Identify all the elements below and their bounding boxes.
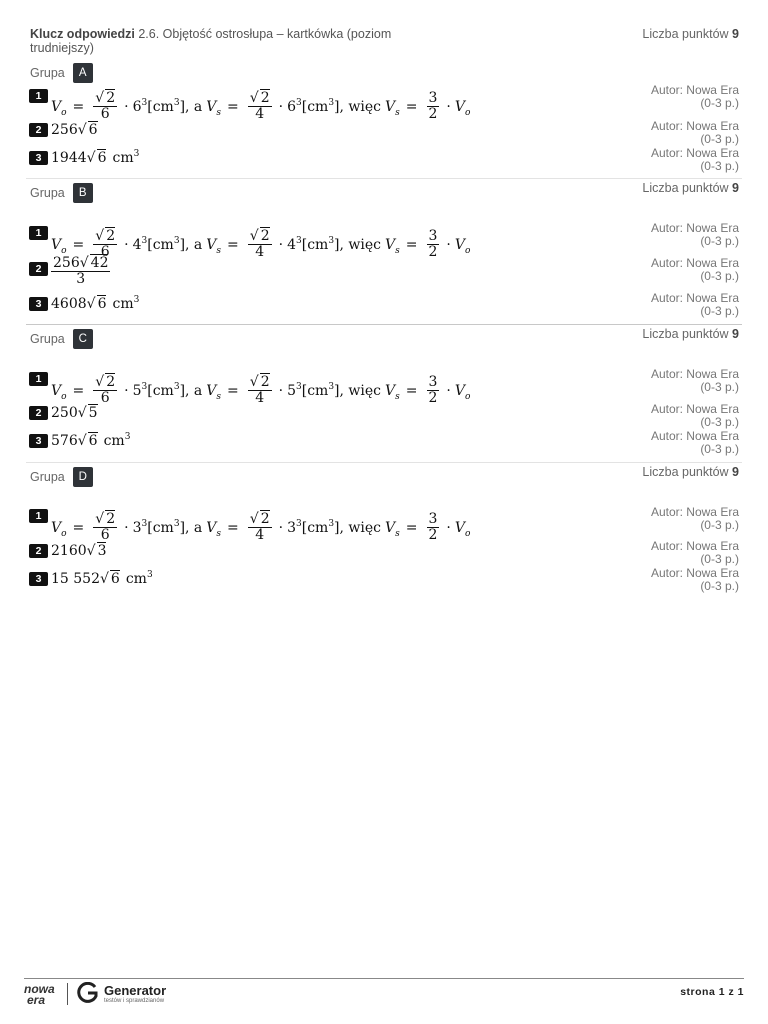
answer-expression xyxy=(51,121,98,138)
conjunction: , a xyxy=(185,519,203,536)
radicand: 5 xyxy=(88,405,98,421)
fraction xyxy=(93,512,117,543)
unit: $cm^3$ xyxy=(112,294,140,312)
answer-author: Autor: Nowa Era (0-3 p.) xyxy=(650,429,739,456)
radicand: 2 xyxy=(260,511,270,527)
total-points: Liczba punktów 9 xyxy=(642,27,739,41)
group-label-a: Grupa A xyxy=(30,63,93,83)
footer-divider xyxy=(24,978,744,979)
radicand: 2 xyxy=(106,511,116,527)
answer-number-badge: 3 xyxy=(29,151,48,165)
fraction xyxy=(93,91,117,122)
answer-number-badge: 1 xyxy=(29,509,48,523)
equals-sign: = xyxy=(227,519,239,536)
volume-symbol: $V_s$ xyxy=(206,382,222,402)
radicand: 6 xyxy=(97,296,107,312)
sqrt-sign: √ xyxy=(77,432,87,449)
answer-author: Autor: Nowa Era (0-3 p.) xyxy=(650,505,739,532)
conjunction: , a xyxy=(185,236,203,253)
coefficient: 15 552 xyxy=(51,570,100,587)
conjunction: , więc xyxy=(339,236,382,253)
conjunction: , a xyxy=(185,382,203,399)
fraction-numerator: 3 xyxy=(428,90,438,106)
generator-title: Generator xyxy=(104,983,167,998)
radicand: 2 xyxy=(106,374,116,390)
score-range: (0-3 p.) xyxy=(700,578,739,593)
fraction xyxy=(427,91,440,122)
dot-operator: · xyxy=(124,382,129,399)
volume-symbol: $V_o$ xyxy=(51,519,67,539)
fraction xyxy=(248,512,272,543)
answer-author: Autor: Nowa Era (0-3 p.) xyxy=(650,119,739,146)
score-range: (0-3 p.) xyxy=(700,303,739,318)
fraction-numerator xyxy=(248,229,272,245)
answer-author: Autor: Nowa Era (0-3 p.) xyxy=(650,83,739,110)
fraction-denominator: 6 xyxy=(100,390,110,406)
score-range: (0-3 p.) xyxy=(700,551,739,566)
coefficient: 4608 xyxy=(51,295,87,312)
fraction-numerator xyxy=(93,91,117,107)
answer-expression xyxy=(51,432,130,449)
unit: $[cm^3]$ xyxy=(147,518,186,536)
power: $6^3$ xyxy=(132,97,148,115)
group-separator xyxy=(26,324,742,325)
volume-symbol: $V_o$ xyxy=(454,236,471,256)
fraction-denominator: 3 xyxy=(76,271,86,287)
dot-operator: · xyxy=(124,98,129,115)
power: $4^3$ xyxy=(287,235,302,253)
group-badge: C xyxy=(73,329,93,349)
radicand: 6 xyxy=(88,433,98,449)
volume-symbol: $V_o$ xyxy=(51,236,67,256)
coefficient: 250 xyxy=(51,404,78,421)
fraction-denominator: 4 xyxy=(255,106,265,122)
answer-number-badge: 1 xyxy=(29,89,48,103)
unit: $[cm^3]$ xyxy=(301,518,340,536)
fraction-numerator xyxy=(93,375,117,391)
sqrt-sign: √ xyxy=(79,255,89,271)
conjunction: , więc xyxy=(339,98,382,115)
unit: $cm^3$ xyxy=(125,569,153,587)
fraction-denominator: 2 xyxy=(428,106,438,122)
dot-operator: · xyxy=(278,98,284,115)
fraction-numerator xyxy=(248,512,272,528)
score-range: (0-3 p.) xyxy=(700,95,739,110)
group-badge: A xyxy=(73,63,93,83)
answer-author: Autor: Nowa Era (0-3 p.) xyxy=(650,566,739,593)
answer-expression xyxy=(51,542,106,559)
dot-operator: · xyxy=(446,519,451,536)
fraction-numerator xyxy=(93,229,117,245)
answer-author: Autor: Nowa Era (0-3 p.) xyxy=(650,146,739,173)
sqrt-sign: √ xyxy=(95,511,105,527)
nowa-era-logo: nowa era xyxy=(24,982,55,1007)
score-range: (0-3 p.) xyxy=(700,441,739,456)
answer-number-badge: 3 xyxy=(29,434,48,448)
radicand: 6 xyxy=(110,571,120,587)
sqrt-sign: √ xyxy=(77,121,87,138)
power: $4^3$ xyxy=(132,235,148,253)
score-range: (0-3 p.) xyxy=(700,268,739,283)
fraction-denominator: 6 xyxy=(100,527,110,543)
sqrt-sign: √ xyxy=(249,228,259,244)
answer-author: Autor: Nowa Era (0-3 p.) xyxy=(650,539,739,566)
dot-operator: · xyxy=(124,236,129,253)
answer-author: Autor: Nowa Era (0-3 p.) xyxy=(650,256,739,283)
radicand: 3 xyxy=(97,543,107,559)
coefficient: 256 xyxy=(53,255,80,271)
score-range: (0-3 p.) xyxy=(700,233,739,248)
answer-expression xyxy=(51,404,98,421)
sqrt-sign: √ xyxy=(86,149,96,166)
formula-volume-relation xyxy=(51,375,470,406)
group-points: Liczba punktów 9 xyxy=(642,465,739,479)
coefficient: 576 xyxy=(51,432,78,449)
unit: $cm^3$ xyxy=(112,148,140,166)
answer-number-badge: 1 xyxy=(29,372,48,386)
fraction xyxy=(248,91,272,122)
volume-symbol: $V_s$ xyxy=(385,98,400,118)
dot-operator: · xyxy=(278,236,284,253)
radicand: 2 xyxy=(260,228,270,244)
equals-sign: = xyxy=(72,382,85,399)
score-range: (0-3 p.) xyxy=(700,517,739,532)
document-header xyxy=(30,27,739,55)
volume-symbol: $V_o$ xyxy=(454,98,471,118)
score-range: (0-3 p.) xyxy=(700,379,739,394)
fraction-denominator: 4 xyxy=(255,390,265,406)
page-number: strona 1 z 1 xyxy=(680,986,744,998)
unit: $cm^3$ xyxy=(103,431,131,449)
equals-sign: = xyxy=(227,236,239,253)
coefficient: 1944 xyxy=(51,149,87,166)
answer-number-badge: 3 xyxy=(29,297,48,311)
conjunction: , więc xyxy=(339,382,382,399)
answer-expression xyxy=(51,295,139,312)
equals-sign: = xyxy=(405,382,418,399)
fraction-denominator: 2 xyxy=(428,527,438,543)
fraction-numerator: 3 xyxy=(428,374,438,390)
answer-author: Autor: Nowa Era (0-3 p.) xyxy=(650,402,739,429)
answer-number-badge: 1 xyxy=(29,226,48,240)
answer-number-badge: 2 xyxy=(29,262,48,276)
fraction xyxy=(427,375,440,406)
fraction-denominator: 2 xyxy=(428,390,438,406)
answer-author: Autor: Nowa Era (0-3 p.) xyxy=(650,291,739,318)
fraction xyxy=(427,229,440,260)
unit: $[cm^3]$ xyxy=(147,97,186,115)
sqrt-sign: √ xyxy=(86,542,96,559)
fraction xyxy=(248,375,272,406)
fraction-numerator: 3 xyxy=(428,511,438,527)
radicand: 6 xyxy=(97,150,107,166)
score-range: (0-3 p.) xyxy=(700,131,739,146)
formula-volume-relation xyxy=(51,91,470,122)
volume-symbol: $V_s$ xyxy=(206,519,222,539)
equals-sign: = xyxy=(227,98,239,115)
volume-symbol: $V_s$ xyxy=(385,236,400,256)
dot-operator: · xyxy=(446,236,451,253)
group-separator xyxy=(26,462,742,463)
sqrt-sign: √ xyxy=(95,90,105,106)
dot-operator: · xyxy=(124,519,129,536)
volume-symbol: $V_s$ xyxy=(206,98,222,118)
formula-volume-relation xyxy=(51,512,470,543)
sqrt-sign: √ xyxy=(95,374,105,390)
unit: $[cm^3]$ xyxy=(301,97,340,115)
fraction-denominator: 2 xyxy=(428,244,438,260)
group-points: Liczba punktów 9 xyxy=(642,327,739,341)
power: $6^3$ xyxy=(287,97,302,115)
answer-number-badge: 2 xyxy=(29,406,48,420)
volume-symbol: $V_s$ xyxy=(385,382,400,402)
equals-sign: = xyxy=(72,98,85,115)
equals-sign: = xyxy=(72,236,85,253)
radicand: 42 xyxy=(90,255,109,271)
equals-sign: = xyxy=(72,519,85,536)
fraction-numerator xyxy=(51,256,110,272)
conjunction: , a xyxy=(185,98,203,115)
volume-symbol: $V_o$ xyxy=(51,98,67,118)
fraction-numerator xyxy=(248,91,272,107)
group-badge: B xyxy=(73,183,93,203)
generator-subtitle: testów i sprawdzianów xyxy=(104,998,165,1004)
group-label-c: Grupa C xyxy=(30,329,93,349)
document-title: Klucz odpowiedzi 2.6. Objętość ostrosłupa – kartkówka (poziom trudniejszy) xyxy=(30,27,392,55)
sqrt-sign: √ xyxy=(77,404,87,421)
fraction-denominator: 6 xyxy=(100,106,110,122)
dot-operator: · xyxy=(446,382,451,399)
equals-sign: = xyxy=(227,382,239,399)
radicand: 2 xyxy=(106,228,116,244)
group-badge: D xyxy=(73,467,93,487)
formula-volume-relation xyxy=(51,229,470,260)
unit: $[cm^3]$ xyxy=(301,235,340,253)
fraction-denominator: 4 xyxy=(255,527,265,543)
fraction-numerator xyxy=(248,375,272,391)
fraction-numerator: 3 xyxy=(428,228,438,244)
fraction xyxy=(427,512,440,543)
group-label-b: Grupa B xyxy=(30,183,93,203)
fraction xyxy=(93,375,117,406)
group-label-d: Grupa D xyxy=(30,467,93,487)
logo-divider xyxy=(67,983,68,1005)
unit: $[cm^3]$ xyxy=(301,381,340,399)
sqrt-sign: √ xyxy=(249,374,259,390)
radicand: 2 xyxy=(260,374,270,390)
answer-expression xyxy=(51,256,110,287)
power: $5^3$ xyxy=(287,381,302,399)
answer-number-badge: 2 xyxy=(29,544,48,558)
answer-expression xyxy=(51,149,139,166)
conjunction: , więc xyxy=(339,519,382,536)
dot-operator: · xyxy=(446,98,451,115)
equals-sign: = xyxy=(405,98,418,115)
score-range: (0-3 p.) xyxy=(700,158,739,173)
radicand: 6 xyxy=(88,122,98,138)
dot-operator: · xyxy=(278,519,284,536)
power: $5^3$ xyxy=(132,381,148,399)
dot-operator: · xyxy=(278,382,284,399)
answer-expression xyxy=(51,570,153,587)
group-separator xyxy=(26,178,742,179)
equals-sign: = xyxy=(405,236,418,253)
volume-symbol: $V_o$ xyxy=(454,382,471,402)
coefficient: 256 xyxy=(51,121,78,138)
volume-symbol: $V_s$ xyxy=(206,236,222,256)
volume-symbol: $V_o$ xyxy=(454,519,471,539)
radicand: 2 xyxy=(260,90,270,106)
unit: $[cm^3]$ xyxy=(147,381,186,399)
score-range: (0-3 p.) xyxy=(700,414,739,429)
equals-sign: = xyxy=(405,519,418,536)
power: $3^3$ xyxy=(132,518,148,536)
answer-author: Autor: Nowa Era (0-3 p.) xyxy=(650,221,739,248)
unit: $[cm^3]$ xyxy=(147,235,186,253)
fraction xyxy=(51,256,110,287)
coefficient: 2160 xyxy=(51,542,87,559)
answer-number-badge: 3 xyxy=(29,572,48,586)
volume-symbol: $V_o$ xyxy=(51,382,67,402)
generator-logo-icon xyxy=(77,982,99,1004)
sqrt-sign: √ xyxy=(249,90,259,106)
sqrt-sign: √ xyxy=(249,511,259,527)
group-points: Liczba punktów 9 xyxy=(642,181,739,195)
answer-author: Autor: Nowa Era (0-3 p.) xyxy=(650,367,739,394)
sqrt-sign: √ xyxy=(100,570,109,587)
volume-symbol: $V_s$ xyxy=(385,519,400,539)
sqrt-sign: √ xyxy=(95,228,105,244)
power: $3^3$ xyxy=(287,518,302,536)
fraction-denominator: 6 xyxy=(100,244,110,260)
answer-number-badge: 2 xyxy=(29,123,48,137)
fraction-numerator xyxy=(93,512,117,528)
fraction-denominator: 4 xyxy=(255,244,265,260)
radicand: 2 xyxy=(106,90,116,106)
fraction xyxy=(248,229,272,260)
sqrt-sign: √ xyxy=(86,295,96,312)
